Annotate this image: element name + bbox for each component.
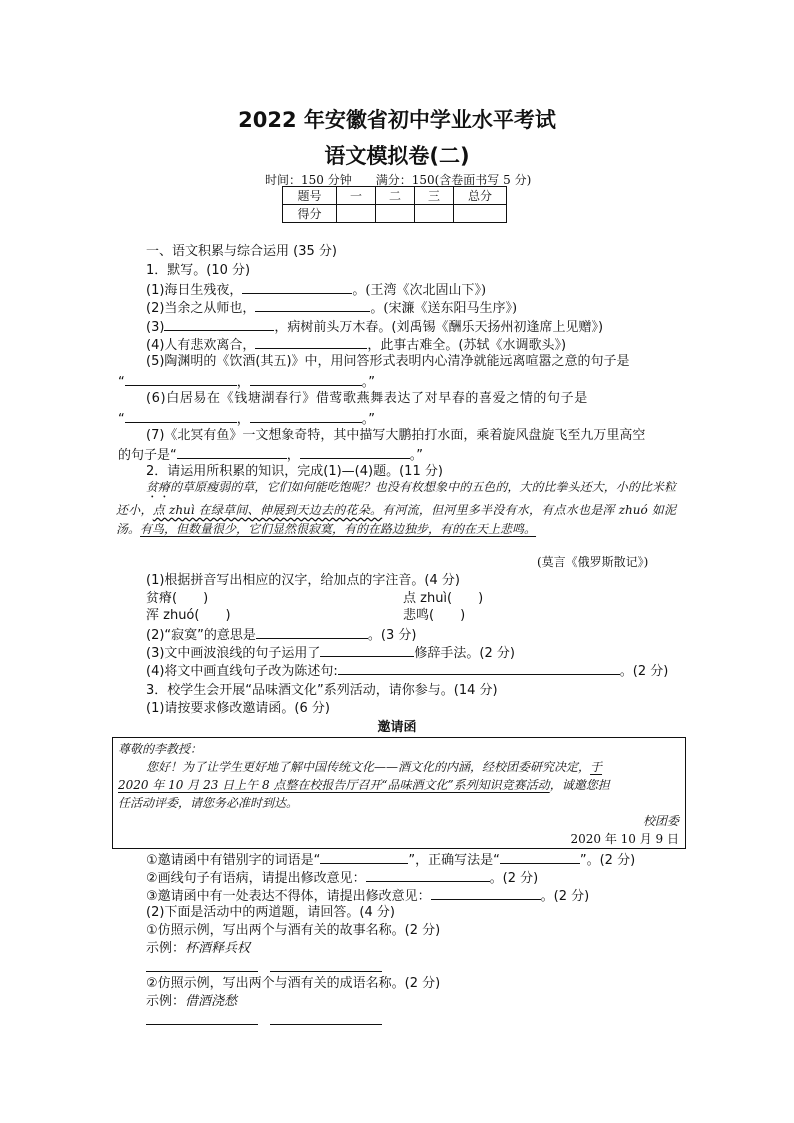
q3-p2: ②仿照示例，写出两个与酒有关的成语名称。(2 分) [146,976,441,991]
q1-item-7: (7)《北冥有鱼》一文想象奇特，其中描写大鹏拍打水面，乘着旋风盘旋飞至九万里高空 [146,428,646,443]
q2-passage: 贫瘠的草原瘦弱的草，它们如何能吃饱呢？也没有枚想象中的五色的，大的比拳头还大，小的比米粒还小，点 zhuì 在绿草间、伸展到天边去的花朵。有河流，但河里多半没有水，有点水也是浑 zhuó 如泥汤。有鸟，但数量很少，它们显然很寂寞，有的在路边独步，有的在天上悲鸣。 [116,480,677,536]
q1-item-3: (3) ，病树前头万木春。(刘禹锡《酬乐天扬州初逢席上见赠》) [146,317,603,336]
q2-word-3: 浑 zhuó( ) [146,608,231,623]
answer-blank[interactable] [146,959,258,972]
score-cell[interactable] [376,205,415,223]
letter-body-line-3: 任活动评委，请您务必准时到达。 [118,796,299,810]
q3-title: 3．校学生会开展“品味酒文化”系列活动，请你参与。(14 分) [146,683,498,698]
q2-word-2: 点 zhuì( ) [403,591,484,606]
score-header-cell: 题号 [283,187,337,205]
answer-blank[interactable] [320,643,414,657]
q1-item-6-answer: “ ， 。” [118,409,375,428]
letter-date: 2020 年 10 月 9 日 [570,832,679,846]
q3-p1-example: 示例：杯酒释兵权 [146,941,251,956]
q1-item-4: (4)人有悲欢离合， ，此事古难全。(苏轼《水调歌头》) [146,335,566,354]
q1-item-5: (5)陶渊明的《饮酒(其五)》中，用问答形式表明内心清净就能远离喧嚣之意的句子是 [146,354,630,369]
q2-sub1: (1)根据拼音写出相应的汉字，给加点的字注音。(4 分) [146,573,460,588]
time-info: 时间：150 分钟 满分：150(含卷面书写 5 分) [265,173,532,187]
q3-p2-example: 示例：借酒浇愁 [146,994,238,1009]
answer-blank[interactable] [250,372,362,386]
q1-item-6: (6)白居易在《钱塘湖春行》借莺歌燕舞表达了对早春的喜爱之情的句子是 [146,391,588,406]
answer-blank[interactable] [250,409,362,423]
answer-blank[interactable] [177,445,287,459]
q3-s1: ①邀请函中有错别字的词语是“ ”，正确写法是“ ”。(2 分) [146,850,635,869]
exam-subtitle: 语文模拟卷(二) [324,144,470,168]
passage-source: (莫言《俄罗斯散记》) [537,555,649,569]
answer-blank[interactable] [270,959,382,972]
score-table-header-row [283,187,507,205]
answer-blank[interactable] [320,850,408,864]
answer-blank[interactable] [500,850,580,864]
score-row-label: 得分 [283,205,337,223]
q3-p1: ①仿照示例，写出两个与酒有关的故事名称。(2 分) [146,923,441,938]
answer-blank[interactable] [256,625,368,639]
q3-sub1: (1)请按要求修改邀请函。(6 分) [146,701,330,716]
answer-blank[interactable] [270,1012,382,1025]
q1-item-5-answer: “ ， 。” [118,372,375,391]
answer-blank[interactable] [300,445,410,459]
score-header-cell: 二 [376,187,415,205]
exam-title: 2022 年安徽省初中学业水平考试 [238,108,556,132]
answer-blank[interactable] [146,1012,258,1025]
letter-body-line-1: 您好！为了让学生更好地了解中国传统文化——酒文化的内涵，经校团委研究决定，于 [146,760,603,774]
answer-blank[interactable] [338,661,620,675]
answer-blank[interactable] [242,280,352,294]
q2-title: 2．请运用所积累的知识，完成(1)—(4)题。(11 分) [146,464,443,479]
score-header-cell: 总分 [454,187,507,205]
q3-sub2: (2)下面是活动中的两道题，请回答。(4 分) [146,905,395,920]
letter-salutation: 尊敬的李教授： [118,742,203,756]
answer-blank[interactable] [431,886,541,900]
section-title: 一、语文积累与综合运用 (35 分) [146,244,337,259]
q1-item-7-answer: 的句子是“ ， 。” [118,445,423,464]
answer-blank[interactable] [125,372,237,386]
score-header-cell: 一 [337,187,376,205]
q3-s2: ②画线句子有语病，请提出修改意见： 。(2 分) [146,868,538,887]
score-table-score-row [283,205,507,223]
letter-title: 邀请函 [377,720,417,735]
score-cell[interactable] [454,205,507,223]
q1-item-1: (1)海日生残夜， 。(王湾《次北固山下》) [146,280,486,299]
score-cell[interactable] [415,205,454,223]
q2-sub4: (4)将文中画直线句子改为陈述句: 。(2 分) [146,661,668,680]
invitation-letter-box [112,737,686,849]
q1-item-2: (2)当余之从师也， 。(宋濂《送东阳马生序》) [146,298,517,317]
answer-blank[interactable] [164,317,274,331]
q2-word-4: 悲鸣( ) [403,608,466,623]
q2-sub2: (2)“寂寞”的意思是 。(3 分) [146,625,416,644]
letter-sender: 校团委 [642,814,679,828]
answer-blank[interactable] [366,868,490,882]
q3-s3: ③邀请函中有一处表达不得体，请提出修改意见： 。(2 分) [146,886,589,905]
score-header-cell: 三 [415,187,454,205]
letter-body-line-2: 2020 年 10 月 23 日上午 8 点整在校报告厅召开“品味酒文化”系列知识竞赛活动，诚邀您担 [118,778,610,792]
answer-blank[interactable] [125,409,237,423]
answer-blank[interactable] [255,298,370,312]
score-cell[interactable] [337,205,376,223]
answer-blank[interactable] [255,335,367,349]
q2-sub3: (3)文中画波浪线的句子运用了 修辞手法。(2 分) [146,643,515,662]
q2-word-1: 贫瘠( ) [146,591,209,606]
q1-title: 1．默写。(10 分) [146,263,251,278]
score-table [282,186,507,223]
